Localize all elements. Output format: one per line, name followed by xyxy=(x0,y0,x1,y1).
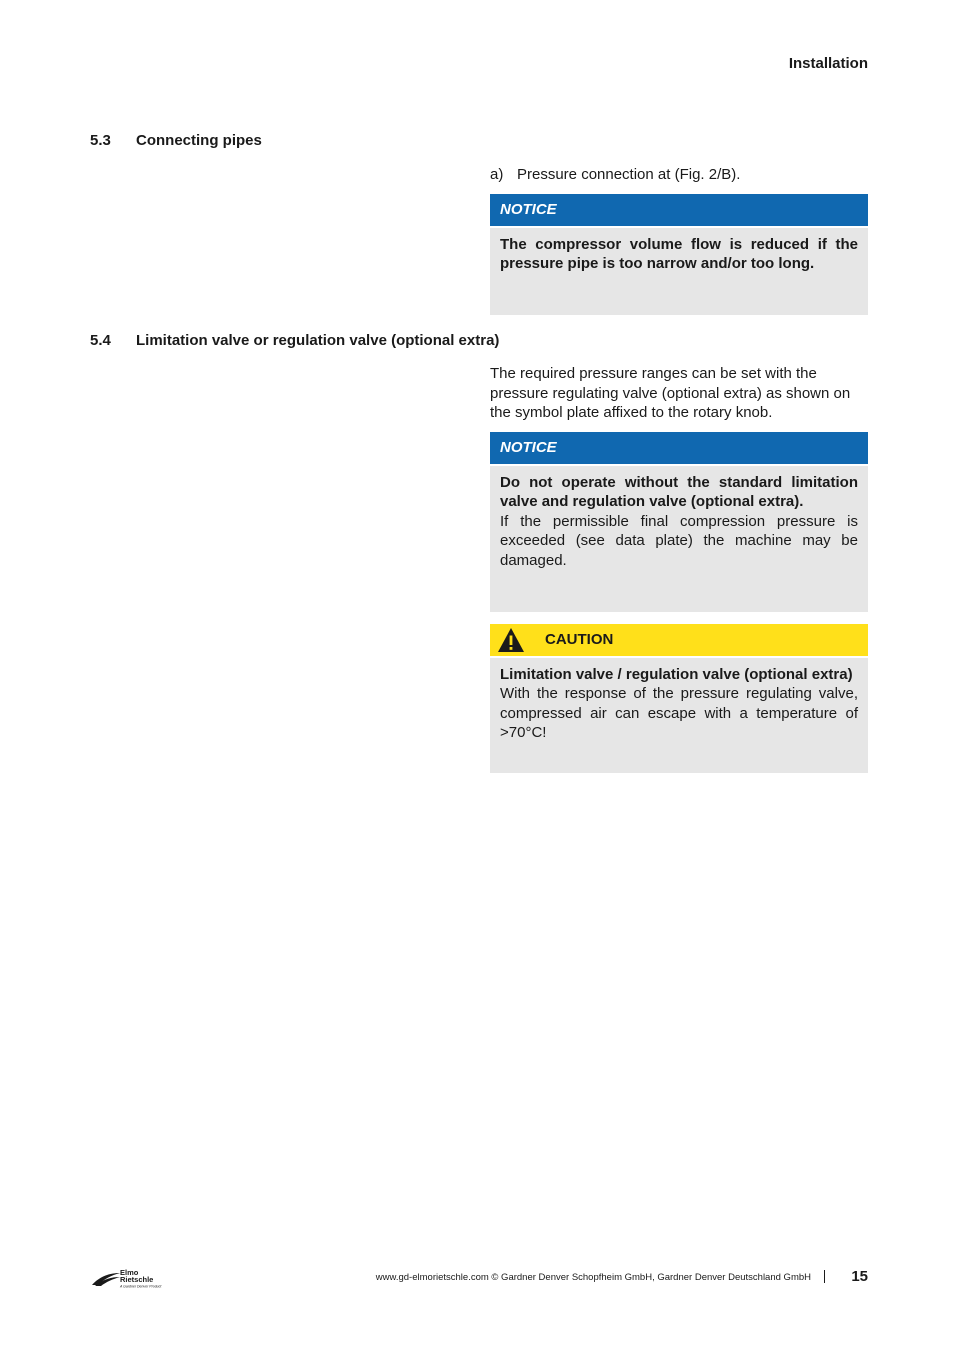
section-title: Connecting pipes xyxy=(136,132,262,149)
notice-label: NOTICE xyxy=(490,194,868,226)
notice-bold-text: The compressor volume flow is reduced if the pressure pipe is too narrow and/or too long. xyxy=(500,235,858,272)
footer-divider xyxy=(824,1270,825,1283)
caution-bold-text: Limitation valve / regulation valve (optional extra) xyxy=(500,665,853,683)
section-number: 5.3 xyxy=(90,132,111,149)
caution-label: CAUTION xyxy=(545,630,614,648)
intro-paragraph: The required pressure ranges can be set with the pressure regulating valve (optional extra) as shown on the symbol plate affixed to the rotary knob. xyxy=(490,365,851,421)
caution-box xyxy=(490,624,868,773)
footer-url[interactable]: www.gd-elmorietschle.com xyxy=(375,1272,489,1283)
section-heading-5-3 xyxy=(90,132,262,149)
notice-body xyxy=(490,226,868,284)
list-item xyxy=(490,165,868,185)
warning-triangle-icon xyxy=(497,627,525,653)
caution-header xyxy=(490,624,868,656)
list-item-text: Pressure connection at (Fig. 2/B). xyxy=(517,166,741,183)
footer-copyright-text: © Gardner Denver Schopfheim GmbH, Gardner Denver Deutschland GmbH xyxy=(491,1272,811,1283)
section-5-4-content xyxy=(490,364,868,773)
company-logo xyxy=(90,1266,170,1295)
notice-label: NOTICE xyxy=(490,432,868,464)
logo-line1: Elmo xyxy=(120,1268,139,1277)
page-number: 15 xyxy=(851,1268,868,1285)
caution-body xyxy=(490,656,868,753)
section-heading-5-4 xyxy=(90,332,499,349)
footer-copyright xyxy=(376,1272,811,1283)
section-title: Limitation valve or regulation valve (optional extra) xyxy=(136,332,500,349)
notice-box xyxy=(490,432,868,612)
logo-swoosh-icon xyxy=(92,1273,120,1286)
notice-bold-text: Do not operate without the standard limitation valve and regulation valve (optional extra). xyxy=(500,473,858,510)
notice-body xyxy=(490,464,868,581)
logo-line2: Rietschle xyxy=(120,1275,154,1284)
section-5-3-content xyxy=(490,165,868,315)
logo-tagline: A Gardner Denver Product xyxy=(120,1284,162,1289)
notice-box xyxy=(490,194,868,315)
running-header: Installation xyxy=(788,55,868,72)
section-number: 5.4 xyxy=(90,332,111,349)
notice-text: If the permissible final compression pressure is exceeded (see data plate) the machine may be damaged. xyxy=(500,512,858,569)
list-marker: a) xyxy=(490,166,504,183)
caution-text: With the response of the pressure regulating valve, compressed air can escape with a temperature of >70°C! xyxy=(500,685,858,741)
